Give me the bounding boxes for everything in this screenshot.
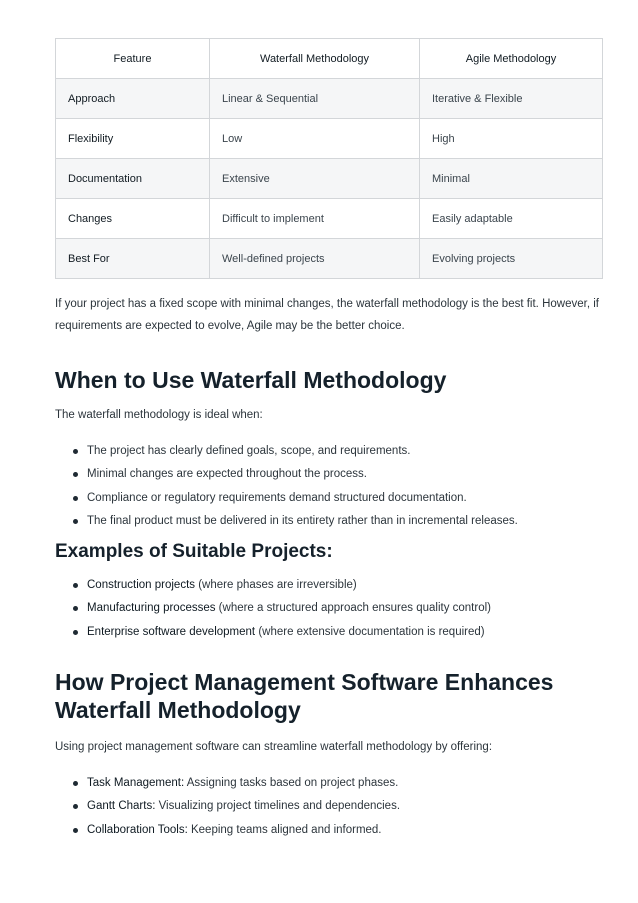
list-item: Compliance or regulatory requirements demand structured documentation. [73, 487, 601, 510]
table-row [56, 159, 603, 199]
software-heading: How Project Management Software Enhances Waterfall Methodology [55, 669, 554, 724]
table-row [56, 119, 603, 159]
list-item [73, 574, 601, 597]
header-waterfall: Waterfall Methodology [210, 39, 420, 79]
examples-heading: Examples of Suitable Projects: [55, 541, 333, 563]
list-item: The project has clearly defined goals, scope, and requirements. [73, 440, 601, 463]
row-agile-cell: Iterative & Flexible [420, 79, 603, 119]
row-feature-cell: Changes [56, 199, 210, 239]
row-waterfall-cell: Linear & Sequential [210, 79, 420, 119]
header-agile: Agile Methodology [420, 39, 603, 79]
row-waterfall-cell: Difficult to implement [210, 199, 420, 239]
feature-desc: Visualizing project timelines and dependencies. [155, 800, 401, 813]
list-item: Minimal changes are expected throughout the process. [73, 463, 601, 486]
feature-term: Task Management: [87, 777, 185, 790]
example-desc: (where a structured approach ensures quality control) [215, 602, 491, 615]
row-feature-cell: Documentation [56, 159, 210, 199]
when-to-use-list [55, 440, 601, 533]
example-term: Enterprise software development [87, 625, 256, 638]
example-term: Manufacturing processes [87, 602, 216, 615]
software-lead: Using project management software can streamline waterfall methodology by offering: [55, 741, 493, 754]
feature-desc: Keeping teams aligned and informed. [187, 823, 382, 836]
row-agile-cell: Evolving projects [420, 239, 603, 279]
list-item [73, 621, 601, 644]
examples-list [55, 574, 601, 644]
feature-term: Gantt Charts: [87, 800, 156, 813]
feature-desc: Assigning tasks based on project phases. [184, 777, 399, 790]
table-header-row [56, 39, 603, 79]
row-feature-cell: Flexibility [56, 119, 210, 159]
list-item [73, 772, 601, 795]
row-agile-cell: Easily adaptable [420, 199, 603, 239]
list-item: The final product must be delivered in its entirety rather than in incremental releases. [73, 510, 601, 533]
row-feature-cell: Best For [56, 239, 210, 279]
row-feature-cell: Approach [56, 79, 210, 119]
table-row [56, 199, 603, 239]
when-to-use-lead: The waterfall methodology is ideal when: [55, 409, 263, 421]
row-waterfall-cell: Low [210, 119, 420, 159]
row-agile-cell: High [420, 119, 603, 159]
header-feature: Feature [56, 39, 210, 79]
row-waterfall-cell: Extensive [210, 159, 420, 199]
example-term: Construction projects [87, 579, 196, 592]
table-row [56, 239, 603, 279]
list-item [73, 819, 601, 842]
example-desc: (where phases are irreversible) [195, 579, 357, 592]
comparison-table [55, 38, 603, 279]
software-features-list [55, 772, 601, 842]
row-waterfall-cell: Well-defined projects [210, 239, 420, 279]
intro-paragraph: If your project has a fixed scope with minimal changes, the waterfall methodology is the best fit. However, if requirements are expected to evolve, Agile may be the better choice. [55, 298, 599, 332]
list-item [73, 597, 601, 620]
row-agile-cell: Minimal [420, 159, 603, 199]
example-desc: (where extensive documentation is required) [255, 625, 485, 638]
feature-term: Collaboration Tools: [87, 823, 188, 836]
when-to-use-heading: When to Use Waterfall Methodology [55, 367, 447, 393]
list-item [73, 795, 601, 818]
table-row [56, 79, 603, 119]
